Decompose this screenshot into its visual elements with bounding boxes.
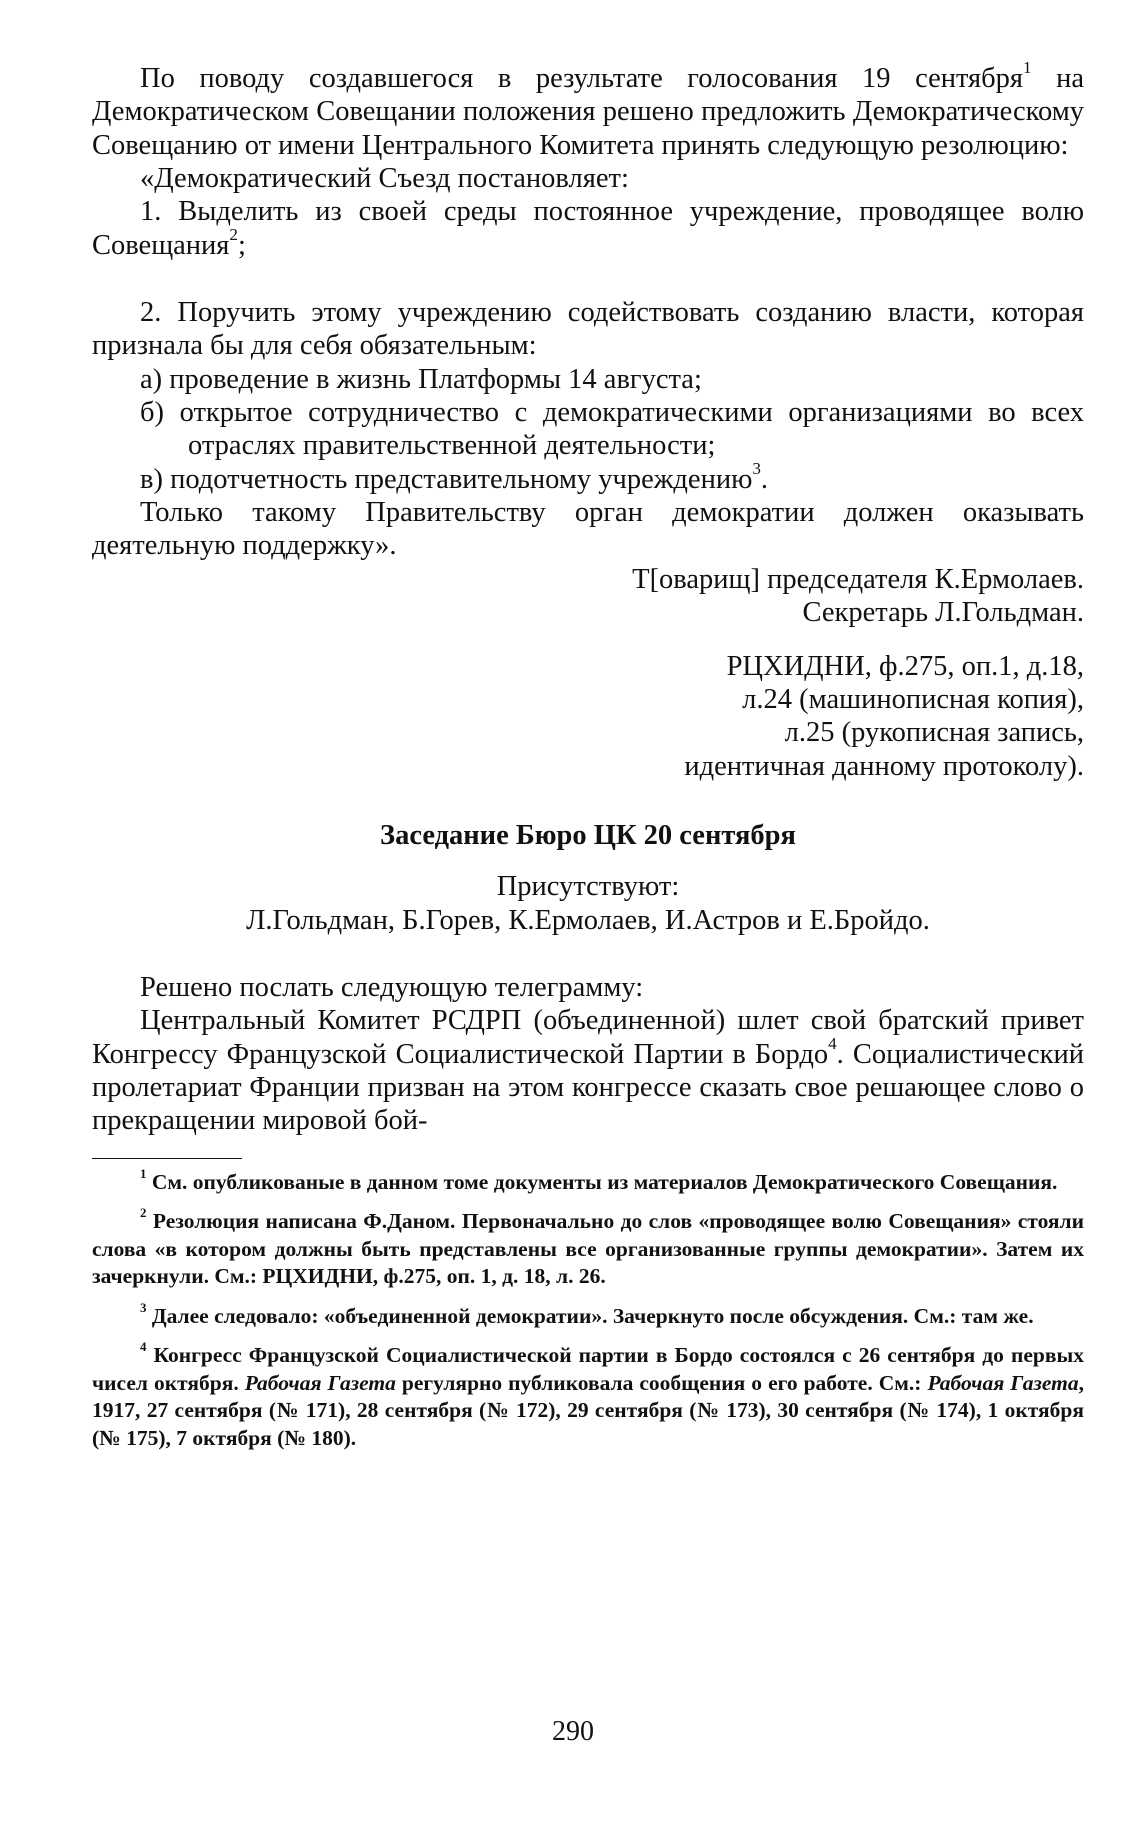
intro-paragraph bbox=[92, 58, 1085, 162]
footnote-text: Далее следовало: «объединенной демократии». Зачеркнуто после обсуждения. См.: там же. bbox=[151, 1303, 1034, 1328]
newspaper-title: Рабочая Газета bbox=[927, 1370, 1079, 1395]
resolution-closing: Только такому Правительству орган демократии должен оказывать деятельную поддержку». bbox=[92, 497, 1084, 562]
point1-text: 1. Выделить из своей среды постоянное учреждение, проводящее волю Совещания bbox=[92, 196, 1084, 261]
source-line-1: РЦХИДНИ, ф.275, оп.1, д.18, bbox=[726, 650, 1084, 682]
sub-c-tail: . bbox=[760, 463, 769, 495]
page-number: 290 bbox=[552, 1716, 594, 1747]
footnote-ref-3: 3 bbox=[752, 458, 761, 478]
footnotes bbox=[92, 1166, 1085, 1453]
newspaper-title: Рабочая Газета bbox=[244, 1370, 396, 1395]
meeting-heading: Заседание Бюро ЦК 20 сентября bbox=[380, 819, 796, 851]
footnote-text: регулярно публиковала сообщения о его работе. См.: bbox=[395, 1370, 928, 1395]
footnote-number: 3 bbox=[140, 1300, 147, 1315]
telegram-text: Центральный Комитет РСДРП (объединенной) шлет свой братский привет Конгрессу Французской Социалистической Партии в Бордо bbox=[92, 1005, 1084, 1070]
source-line-4: идентичная данному протоколу). bbox=[684, 750, 1084, 782]
archive-source bbox=[92, 650, 1084, 783]
decision-paragraph: Решено послать следующую телеграмму: bbox=[140, 971, 644, 1003]
resolution-point-2: 2. Поручить этому учреждению содействовать созданию власти, которая признала бы для себя обязательным: bbox=[92, 297, 1084, 362]
resolution-sub-b: б) открытое сотрудничество с демократическими организациями во всех отраслях правительственной деятельности; bbox=[140, 397, 1084, 462]
present-list: Л.Гольдман, Б.Горев, К.Ермолаев, И.Астров и Е.Бройдо. bbox=[246, 904, 930, 936]
footnote-number: 4 bbox=[140, 1340, 147, 1355]
present-label: Присутствуют: bbox=[496, 871, 680, 903]
resolution-sub-a: а) проведение в жизнь Платформы 14 августа; bbox=[140, 363, 702, 395]
telegram-text-cont: . Социалистический пролетариат Франции призван на этом конгрессе сказать свое решающее слово о прекращении мировой бой- bbox=[92, 1038, 1084, 1137]
telegram-paragraph bbox=[92, 1004, 1084, 1137]
main-text bbox=[92, 58, 1085, 1138]
signature-secretary: Секретарь Л.Гольдман. bbox=[802, 597, 1084, 629]
footnote-text: Резолюция написана Ф.Даном. Первоначально до слов «проводящее волю Совещания» стояли слова «в котором должны быть представлены все организованные группы демократии». Затем их зачеркнули. См.: РЦХИДНИ, ф.275, оп. 1, д. 18, л. 26. bbox=[92, 1209, 1084, 1289]
footnote-number: 1 bbox=[140, 1166, 147, 1181]
footnote-4 bbox=[92, 1342, 1084, 1452]
footnote-text: Конгресс Французской Социалистической партии в Бордо состоялся с 26 сентября до первых чисел октября. bbox=[92, 1343, 1085, 1395]
point1-tail: ; bbox=[237, 229, 246, 261]
footnote-ref-1: 1 bbox=[1023, 58, 1032, 78]
resolution-point-1 bbox=[92, 195, 1084, 262]
footnote-2 bbox=[92, 1208, 1084, 1291]
intro-text: По поводу создавшегося в результате голосования 19 сентября bbox=[140, 63, 1024, 94]
resolution-open: «Демократический Съезд постановляет: bbox=[140, 163, 629, 195]
sub-c-text: в) подотчетность представительному учреждению bbox=[140, 463, 753, 495]
footnote-text: См. опубликованые в данном томе документы из материалов Демократического Совещания. bbox=[151, 1169, 1058, 1194]
footnote-1 bbox=[92, 1166, 1084, 1197]
footnote-ref-2: 2 bbox=[229, 224, 238, 244]
signature-chair: Т[оварищ] председателя К.Ермолаев. bbox=[632, 563, 1084, 595]
source-line-3: л.25 (рукописная запись, bbox=[784, 717, 1084, 749]
resolution-sub-c bbox=[92, 458, 1084, 496]
intro-text-cont: на Демократическом Совещании положения решено предложить Демократическому Совещанию от имени Центрального Комитета принять следующую резолюцию: bbox=[92, 63, 1085, 161]
footnote-number: 2 bbox=[140, 1206, 147, 1221]
footnote-ref-4: 4 bbox=[828, 1033, 837, 1053]
source-line-2: л.24 (машинописная копия), bbox=[742, 683, 1084, 715]
footnote-divider bbox=[92, 1158, 242, 1159]
footnote-3 bbox=[92, 1300, 1084, 1331]
footnote-text: , 1917, 27 сентября (№ 171), 28 сентября (№ 172), 29 сентября (№ 173), 30 сентября (№ 174), 1 октября (№ 175), 7 октября (№ 180). bbox=[92, 1370, 1084, 1450]
